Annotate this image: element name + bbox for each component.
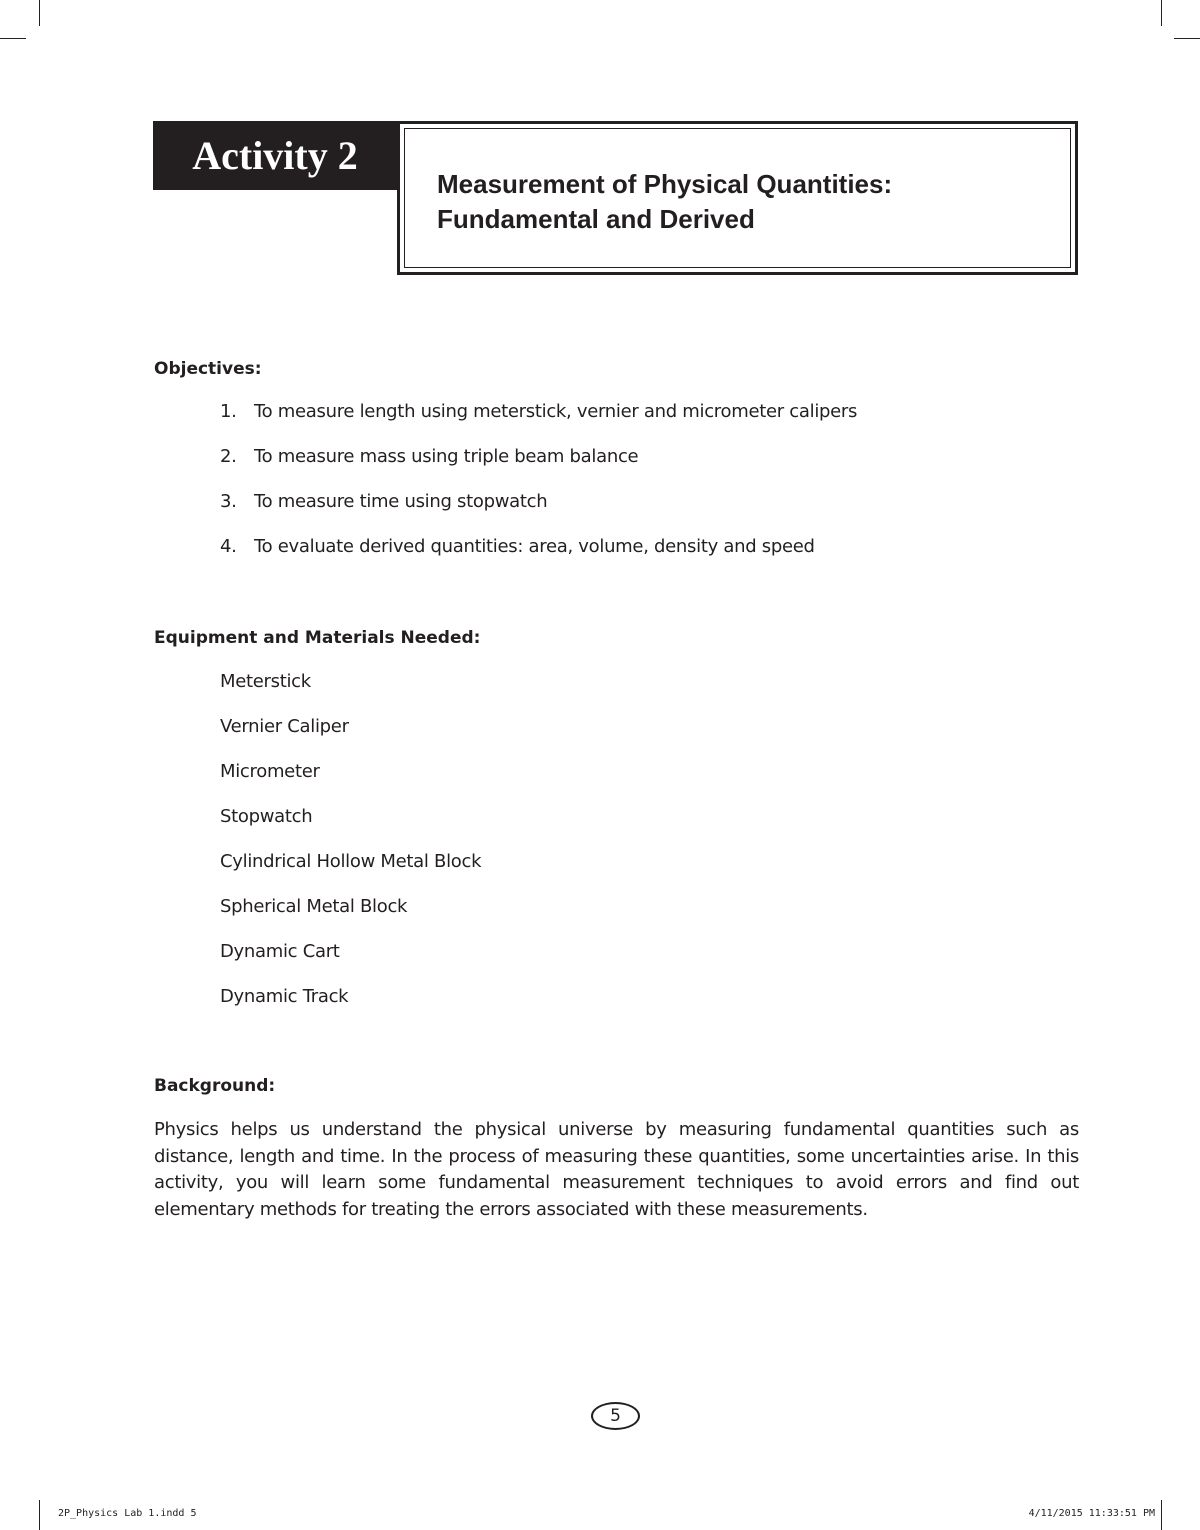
objective-number: 4. [220, 536, 237, 557]
objective-item [220, 491, 857, 536]
objective-number: 1. [220, 401, 237, 422]
equipment-heading: Equipment and Materials Needed: [154, 628, 481, 648]
equipment-item: Micrometer [220, 761, 320, 782]
objective-item [220, 401, 857, 446]
objective-text: To measure length using meterstick, vernier and micrometer calipers [254, 401, 858, 422]
objectives-list [220, 401, 857, 581]
objective-text: To measure mass using triple beam balance [254, 446, 639, 467]
objective-number: 2. [220, 446, 237, 467]
crop-mark [1161, 0, 1162, 26]
print-slug-timestamp: 4/11/2015 11:33:51 PM [1028, 1508, 1155, 1519]
equipment-item: Vernier Caliper [220, 716, 349, 737]
title-line-1: Measurement of Physical Quantities: [437, 169, 893, 199]
background-paragraph: Physics helps us understand the physical universe by measuring fundamental quantities such as distance, length and time. In the process of measuring these quantities, some uncertainties arise. In this activity, you will learn some fundamental measurement techniques to avoid errors and find out elementary methods for treating the errors associated with these measurements. [154, 1119, 1079, 1220]
equipment-item: Stopwatch [220, 806, 313, 827]
equipment-item: Dynamic Cart [220, 941, 340, 962]
objective-item [220, 446, 857, 491]
objective-number: 3. [220, 491, 237, 512]
objective-text: To measure time using stopwatch [254, 491, 548, 512]
page-title [437, 167, 892, 237]
objective-item [220, 536, 857, 581]
activity-label: Activity 2 [153, 121, 397, 190]
background-heading: Background: [154, 1076, 276, 1096]
crop-mark [1161, 1500, 1162, 1530]
equipment-item: Meterstick [220, 671, 311, 692]
crop-mark [39, 1500, 40, 1530]
objectives-heading: Objectives: [154, 359, 262, 379]
objective-text: To evaluate derived quantities: area, volume, density and speed [254, 536, 815, 557]
crop-mark [0, 38, 26, 39]
equipment-list [220, 671, 481, 1031]
equipment-item: Dynamic Track [220, 986, 349, 1007]
crop-mark [39, 0, 40, 26]
crop-mark [1174, 38, 1200, 39]
page-number: 5 [591, 1402, 640, 1430]
title-line-2: Fundamental and Derived [437, 204, 755, 234]
equipment-item: Spherical Metal Block [220, 896, 408, 917]
equipment-item: Cylindrical Hollow Metal Block [220, 851, 482, 872]
print-slug-filename: 2P_Physics Lab 1.indd 5 [58, 1508, 197, 1519]
title-box [397, 121, 1078, 275]
